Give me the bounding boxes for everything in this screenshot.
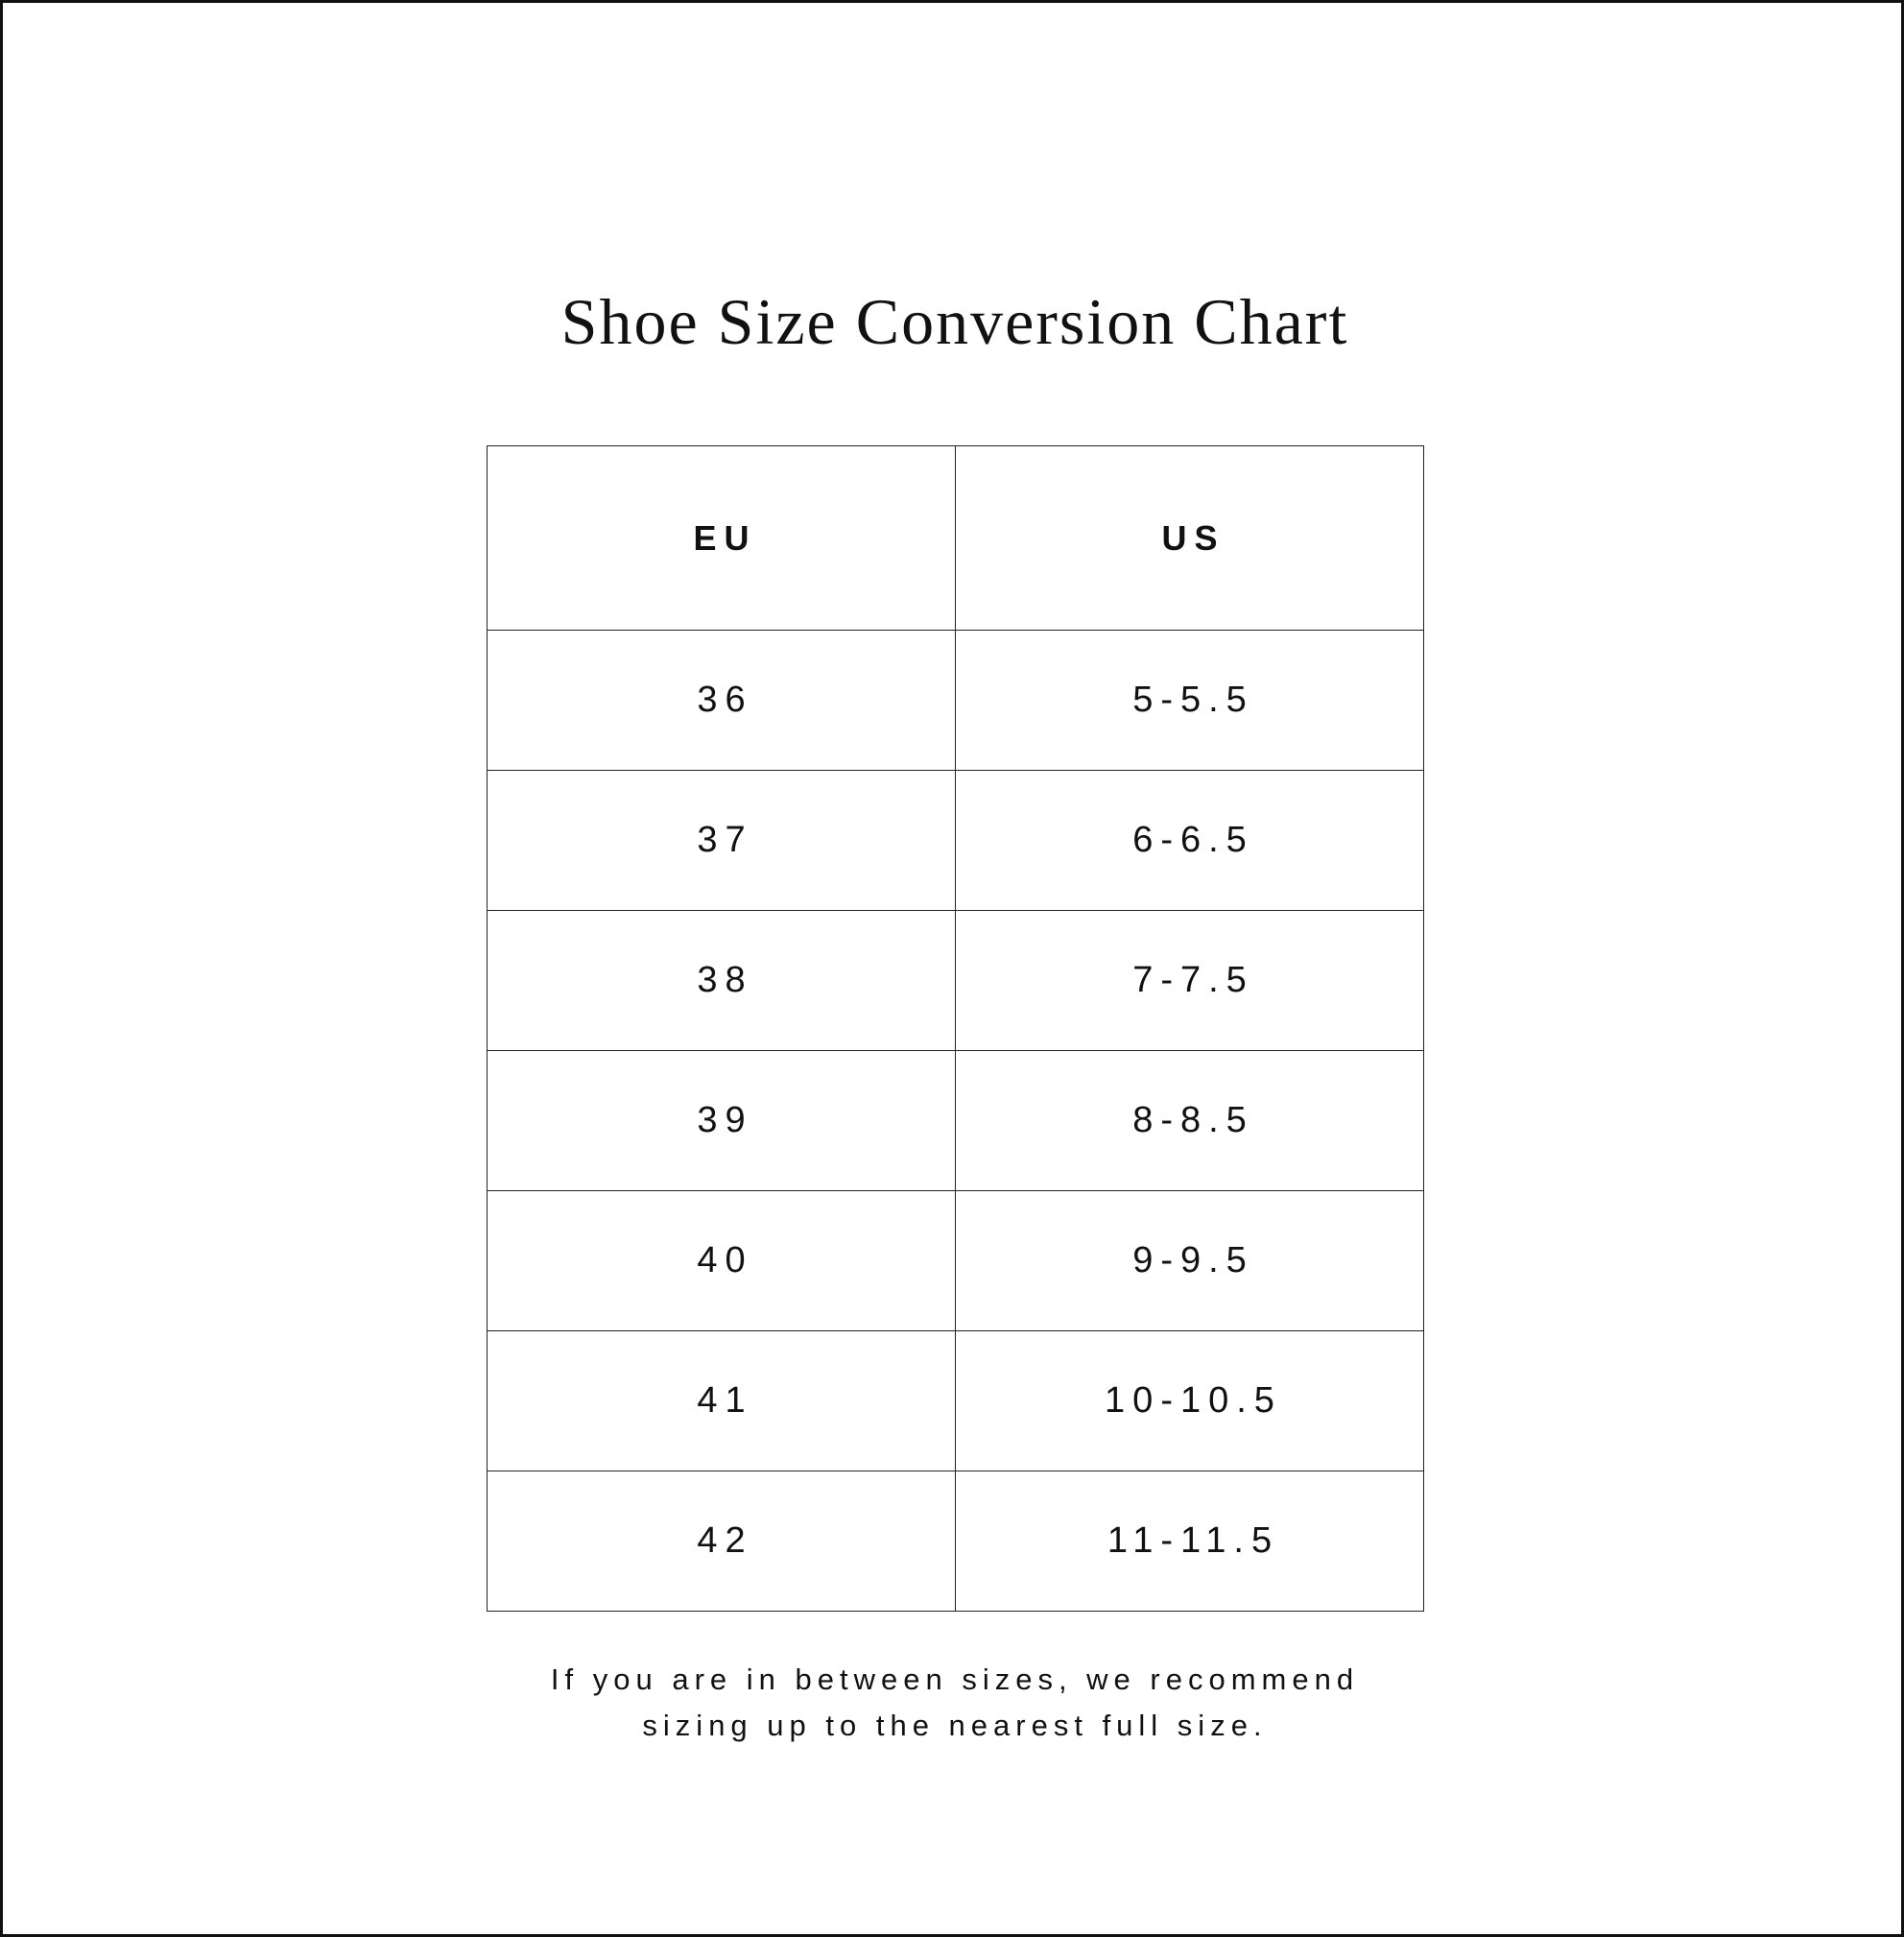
- us-size-cell: 9-9.5: [956, 1191, 1424, 1331]
- eu-size-cell: 38: [488, 911, 956, 1051]
- table-row: [488, 1051, 1424, 1191]
- table-row: [488, 1191, 1424, 1331]
- table-row: [488, 771, 1424, 911]
- table-row: [488, 631, 1424, 771]
- eu-size-cell: 40: [488, 1191, 956, 1331]
- us-size-cell: 6-6.5: [956, 771, 1424, 911]
- us-size-cell: 11-11.5: [956, 1471, 1424, 1612]
- eu-size-cell: 42: [488, 1471, 956, 1612]
- sizing-note: [3, 1657, 1904, 1749]
- table-header-row: [488, 446, 1424, 631]
- sizing-note-line-1: If you are in between sizes, we recommend: [550, 1662, 1360, 1696]
- sizing-note-line-2: sizing up to the nearest full size.: [642, 1709, 1268, 1742]
- eu-size-cell: 41: [488, 1331, 956, 1471]
- us-size-cell: 10-10.5: [956, 1331, 1424, 1471]
- size-conversion-table: [487, 445, 1424, 1612]
- table-row: [488, 1471, 1424, 1612]
- table-row: [488, 911, 1424, 1051]
- eu-size-cell: 37: [488, 771, 956, 911]
- column-header-us: US: [956, 446, 1424, 631]
- us-size-cell: 8-8.5: [956, 1051, 1424, 1191]
- page-title: Shoe Size Conversion Chart: [560, 285, 1349, 358]
- eu-size-cell: 39: [488, 1051, 956, 1191]
- column-header-eu: EU: [488, 446, 956, 631]
- table-row: [488, 1331, 1424, 1471]
- us-size-cell: 7-7.5: [956, 911, 1424, 1051]
- eu-size-cell: 36: [488, 631, 956, 771]
- us-size-cell: 5-5.5: [956, 631, 1424, 771]
